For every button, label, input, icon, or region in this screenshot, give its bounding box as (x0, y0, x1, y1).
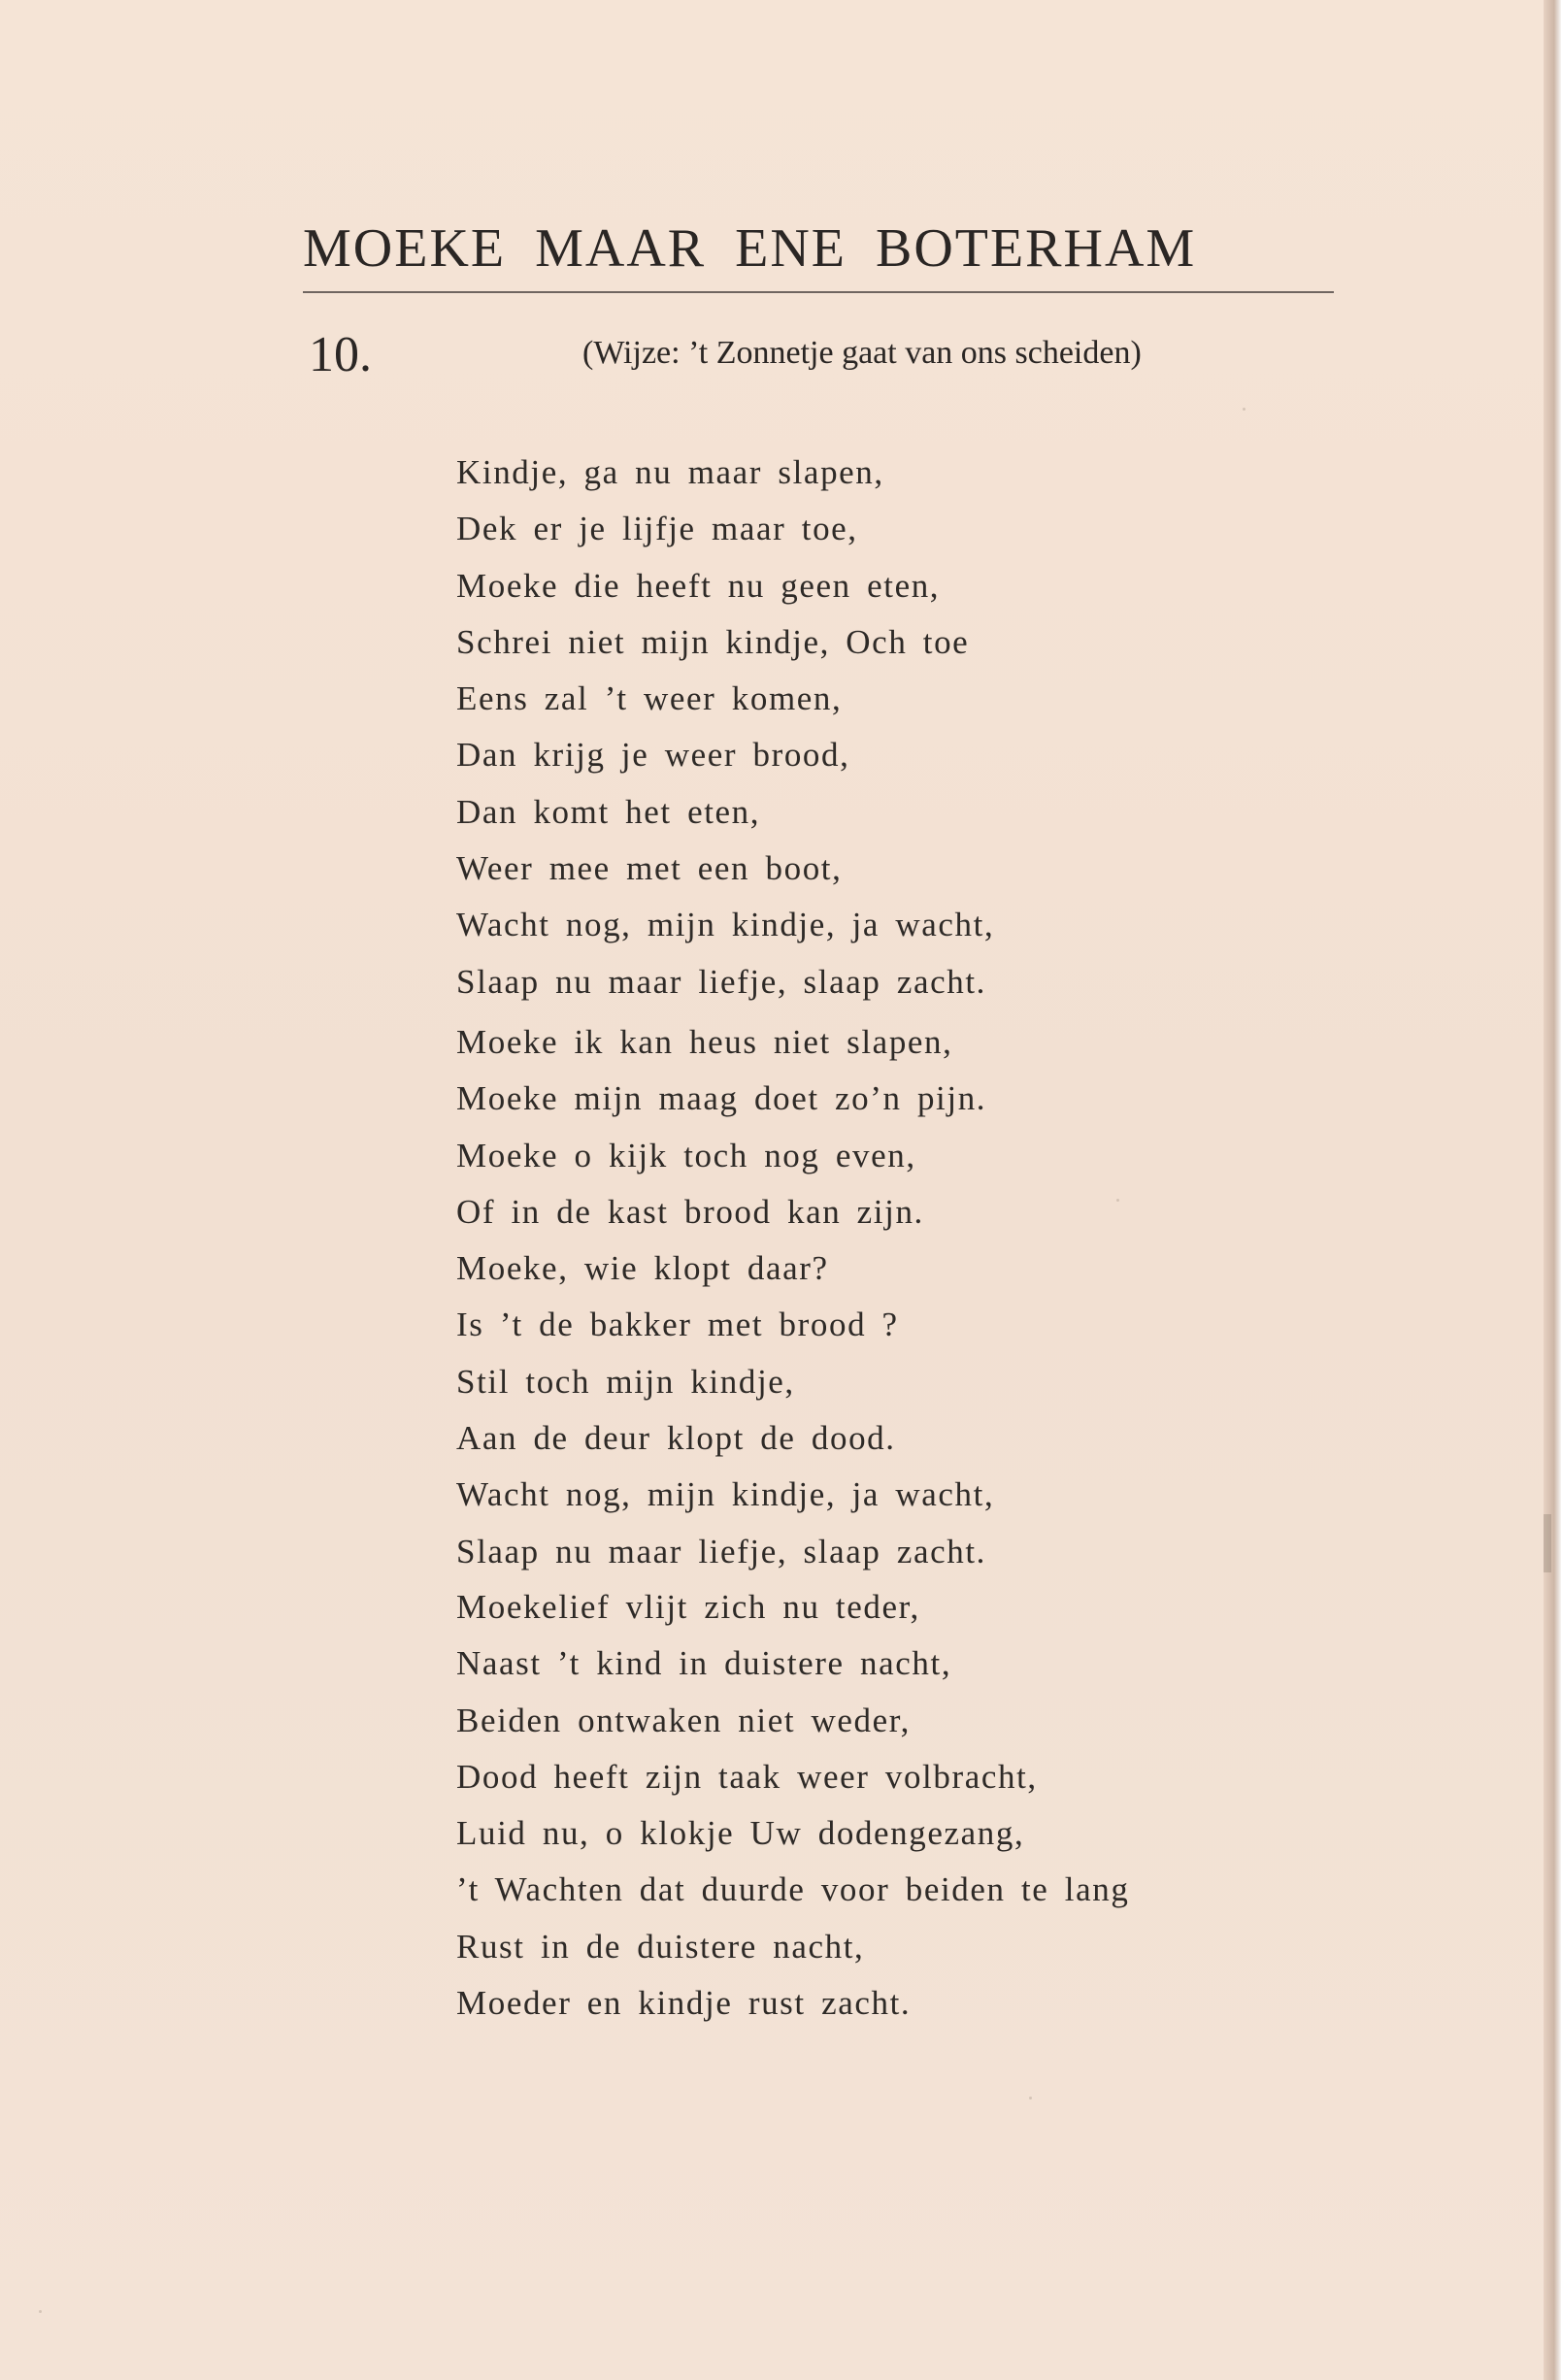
verse-line: Kindje, ga nu maar slapen, (456, 453, 884, 491)
title-rule (303, 291, 1334, 293)
verse-line: Luid nu, o klokje Uw dodengezang, (456, 1814, 1025, 1853)
verse-line: Dan komt het eten, (456, 792, 761, 831)
verse-line: Beiden ontwaken niet weder, (456, 1701, 911, 1739)
stanza-3 (456, 1579, 1129, 2032)
verse-line: Stil toch mijn kindje, (456, 1362, 795, 1401)
verse-line: Rust in de duistere nacht, (456, 1927, 865, 1966)
verse-line: Wacht nog, mijn kindje, ja wacht, (456, 906, 995, 944)
verse-line: Schrei niet mijn kindje, Och toe (456, 622, 970, 661)
verse-line: Moeder en kindje rust zacht. (456, 1984, 912, 2023)
verse-line: Wacht nog, mijn kindje, ja wacht, (456, 1475, 995, 1514)
verse-line: Eens zal ’t weer komen, (456, 679, 843, 718)
paper-fleck (1029, 2097, 1032, 2099)
song-title: MOEKE MAAR ENE BOTERHAM (303, 218, 1197, 279)
verse-line: Dek er je lijfje maar toe, (456, 510, 858, 548)
tune-note: (Wijze: ’t Zonnetje gaat van ons scheiden) (582, 335, 1142, 371)
verse-line: Slaap nu maar liefje, slaap zacht. (456, 962, 986, 1001)
verse-line: Moekelief vlijt zich nu teder, (456, 1588, 920, 1626)
page-crease (1544, 1514, 1551, 1572)
verse-line: Is ’t de bakker met brood ? (456, 1306, 899, 1344)
verse-line: ’t Wachten dat duurde voor beiden te lang (456, 1870, 1130, 1909)
song-number: 10. (309, 327, 372, 382)
stanza-2 (456, 1014, 994, 1580)
verse-line: Naast ’t kind in duistere nacht, (456, 1644, 952, 1683)
verse-line: Moeke o kijk toch nog even, (456, 1136, 916, 1174)
paper-fleck (1116, 1199, 1119, 1202)
paper-fleck (1243, 408, 1245, 411)
verse-line: Moeke mijn maag doet zo’n pijn. (456, 1079, 987, 1118)
verse-line: Weer mee met een boot, (456, 849, 843, 888)
verse-line: Moeke ik kan heus niet slapen, (456, 1023, 953, 1061)
verse-line: Slaap nu maar liefje, slaap zacht. (456, 1532, 986, 1570)
verse-line: Moeke die heeft nu geen eten, (456, 566, 941, 605)
stanza-1 (456, 445, 994, 1010)
verse-line: Dan krijg je weer brood, (456, 736, 850, 775)
verse-line: Dood heeft zijn taak weer volbracht, (456, 1757, 1038, 1796)
page-edge (1544, 0, 1561, 2380)
verse-line: Of in de kast brood kan zijn. (456, 1192, 924, 1231)
verse-line: Aan de deur klopt de dood. (456, 1419, 896, 1458)
verse-line: Moeke, wie klopt daar? (456, 1249, 829, 1288)
paper-fleck (39, 2310, 42, 2313)
